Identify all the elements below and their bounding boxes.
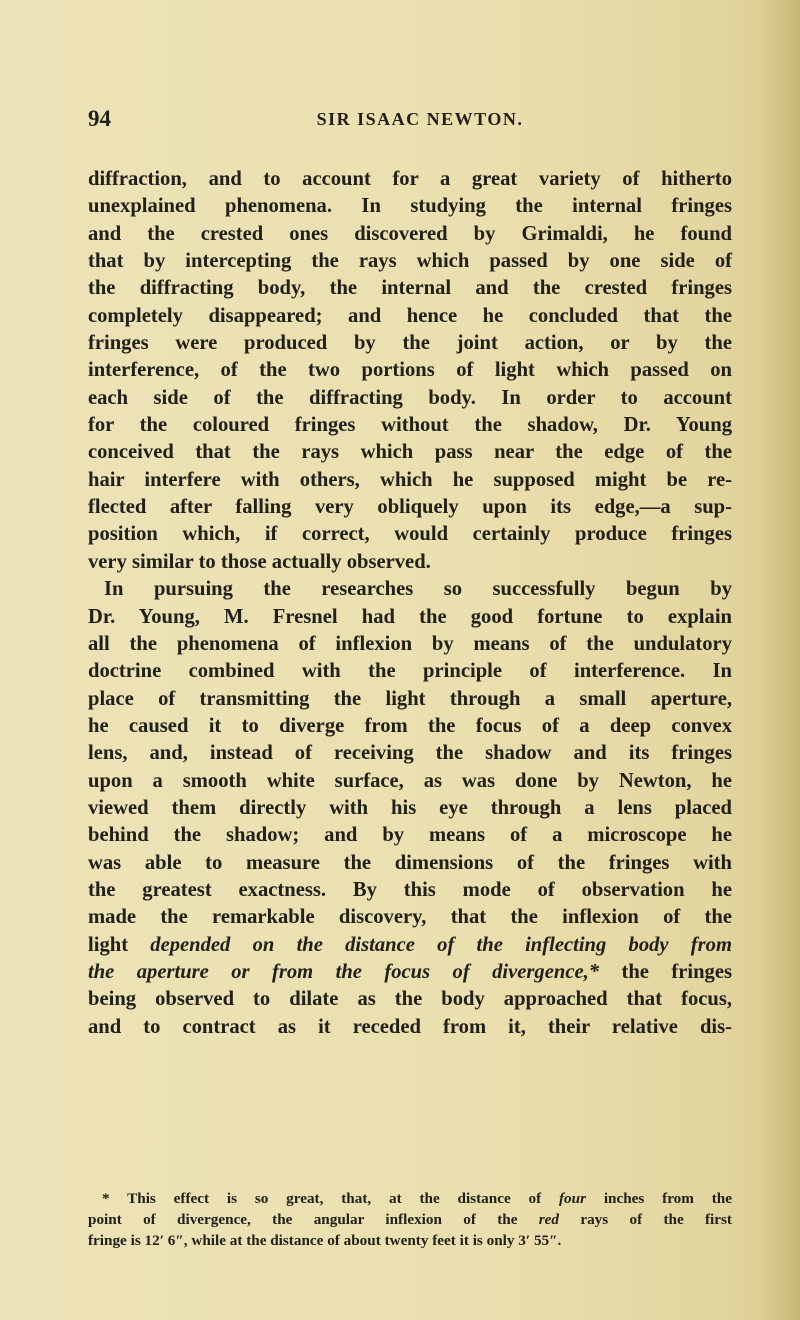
text-line: interference, of the two portions of light which passed on bbox=[88, 359, 732, 382]
text-line: each side of the diffracting body. In order to account bbox=[88, 386, 732, 409]
text-line: very similar to those actually observed. bbox=[88, 550, 431, 573]
footnote-line: fringe is 12′ 6″, while at the distance of about twenty feet it is only 3′ 55″. bbox=[88, 1232, 562, 1249]
text-line: made the remarkable discovery, that the inflexion of the bbox=[88, 906, 732, 929]
footnote bbox=[88, 1188, 732, 1251]
text-line: fringes were produced by the joint action, or by the bbox=[88, 332, 732, 355]
paragraph-2 bbox=[88, 576, 732, 1041]
text-line: In pursuing the researches so successfully begun by bbox=[104, 578, 732, 601]
italic-phrase: the aperture or from the focus of divergence, bbox=[88, 960, 589, 983]
running-title: SIR ISAAC NEWTON. bbox=[316, 109, 524, 129]
text-line: position which, if correct, would certainly produce fringes bbox=[88, 523, 732, 546]
page-edge-shadow bbox=[760, 0, 800, 1320]
footnote-line: * This effect is so great, that, at the distance of four inches from the bbox=[102, 1190, 732, 1207]
footnote-line: point of divergence, the angular inflexion of the red rays of the first bbox=[88, 1211, 732, 1228]
text-line: behind the shadow; and by means of a microscope he bbox=[88, 824, 732, 847]
text-line: being observed to dilate as the body approached that focus, bbox=[88, 988, 732, 1011]
text-line: hair interfere with others, which he supposed might be re- bbox=[88, 468, 732, 491]
text-line: place of transmitting the light through a small aperture, bbox=[88, 687, 732, 710]
text-line: viewed them directly with his eye through a lens placed bbox=[88, 796, 732, 819]
text-line: completely disappeared; and hence he concluded that the bbox=[88, 304, 732, 327]
text-line: for the coloured fringes without the shadow, Dr. Young bbox=[88, 414, 732, 437]
text-line: the diffracting body, the internal and the crested fringes bbox=[88, 277, 732, 300]
italic-phrase: depended on the distance of the inflecting body from bbox=[150, 933, 732, 956]
text-line: and the crested ones discovered by Grimaldi, he found bbox=[88, 222, 732, 245]
text-line: Dr. Young, M. Fresnel had the good fortune to explain bbox=[88, 605, 732, 628]
footnote-mark: * bbox=[588, 960, 600, 983]
text-line: and to contract as it receded from it, their relative dis- bbox=[88, 1015, 732, 1038]
text-line: that by intercepting the rays which passed by one side of bbox=[88, 250, 732, 273]
text-line: he caused it to diverge from the focus of a deep convex bbox=[88, 714, 732, 737]
page-number: 94 bbox=[88, 106, 111, 131]
body-text bbox=[88, 166, 732, 1041]
text-line: unexplained phenomena. In studying the internal fringes bbox=[88, 195, 732, 218]
text-line: was able to measure the dimensions of the fringes with bbox=[88, 851, 732, 874]
text-line: flected after falling very obliquely upon its edge,—a sup- bbox=[88, 496, 732, 519]
paragraph-1 bbox=[88, 166, 732, 576]
page-header bbox=[88, 106, 728, 136]
text-line: upon a smooth white surface, as was done by Newton, he bbox=[88, 769, 732, 792]
text-line: conceived that the rays which pass near the edge of the bbox=[88, 441, 732, 464]
text-line: lens, and, instead of receiving the shadow and its fringes bbox=[88, 742, 732, 765]
text-line: the greatest exactness. By this mode of observation he bbox=[88, 878, 732, 901]
text-line: light depended on the distance of the inflecting body from bbox=[88, 933, 732, 956]
text-line: doctrine combined with the principle of interference. In bbox=[88, 660, 732, 683]
text-line: diffraction, and to account for a great variety of hitherto bbox=[88, 168, 732, 190]
text-line: all the phenomena of inflexion by means of the undulatory bbox=[88, 632, 732, 655]
text-line: the aperture or from the focus of divergence,* the fringes bbox=[88, 960, 732, 983]
